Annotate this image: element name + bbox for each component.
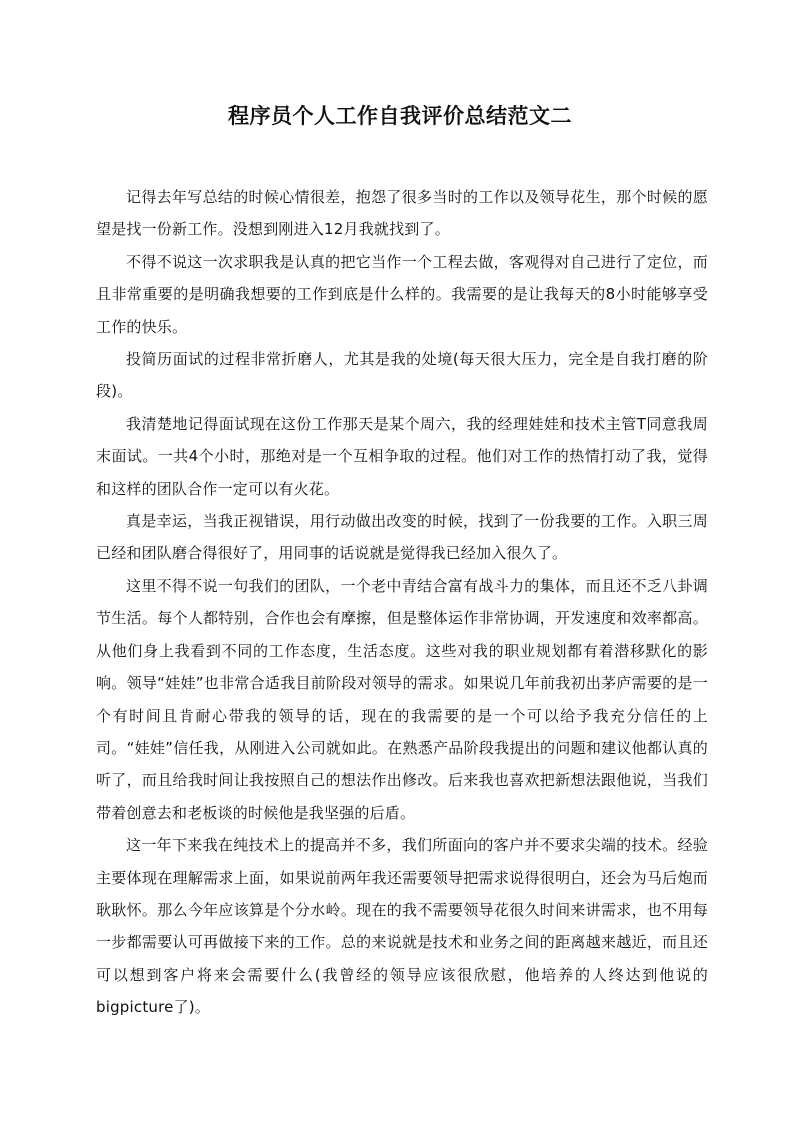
paragraph: 不得不说这一次求职我是认真的把它当作一个工程去做，客观得对自己进行了定位，而且非常重要的是明确我想要的工作到底是什么样的。我需要的是让我每天的8小时能够享受工作的快乐。 [96,252,708,336]
paragraph: 记得去年写总结的时候心情很差，抱怨了很多当时的工作以及领导花生，那个时候的愿望是找一份新工作。没想到刚进入12月我就找到了。 [96,188,708,239]
paragraph: 这一年下来我在纯技术上的提高并不多，我们所面向的客户并不要求尖端的技术。经验主要体现在理解需求上面，如果说前两年我还需要领导把需求说得很明白，还会为马后炮而耿耿怀。那么今年应该算是个分水岭。现在的我不需要领导花很久时间来讲需求，也不用每一步都需要认可再做接下来的工作。总的来说就是技术和业务之间的距离越来越近，而且还可以想到客户将来会需要什么(我曾经的领导应该很欣慰，他培养的人终达到他说的bigpicture了)。 [96,836,708,1017]
paragraph: 我清楚地记得面试现在这份工作那天是某个周六，我的经理娃娃和技术主管T同意我周末面试。一共4个小时，那绝对是一个互相争取的过程。他们对工作的热情打动了我，觉得和这样的团队合作一定可以有火花。 [96,414,708,498]
paragraph: 投简历面试的过程非常折磨人，尤其是我的处境(每天很大压力，完全是自我打磨的阶段)。 [96,350,708,401]
document-body [96,181,708,1024]
paragraph: 真是幸运，当我正视错误，用行动做出改变的时候，找到了一份我要的工作。入职三周已经和团队磨合得很好了，用同事的话说就是觉得我已经加入很久了。 [96,512,708,563]
paragraph: 这里不得不说一句我们的团队，一个老中青结合富有战斗力的集体，而且还不乏八卦调节生活。每个人都特别，合作也会有摩擦，但是整体运作非常协调，开发速度和效率都高。从他们身上我看到不同的工作态度，生活态度。这些对我的职业规划都有着潜移默化的影响。领导“娃娃”也非常合适我目前阶段对领导的需求。如果说几年前我初出茅庐需要的是一个有时间且肯耐心带我的领导的话，现在的我需要的是一个可以给予我充分信任的上司。“娃娃”信任我，从刚进入公司就如此。在熟悉产品阶段我提出的问题和建议他都认真的听了，而且给我时间让我按照自己的想法作出修改。后来我也喜欢把新想法跟他说，当我们带着创意去和老板谈的时候他是我坚强的后盾。 [96,576,708,822]
document-title: 程序员个人工作自我评价总结范文二 [228,104,572,128]
